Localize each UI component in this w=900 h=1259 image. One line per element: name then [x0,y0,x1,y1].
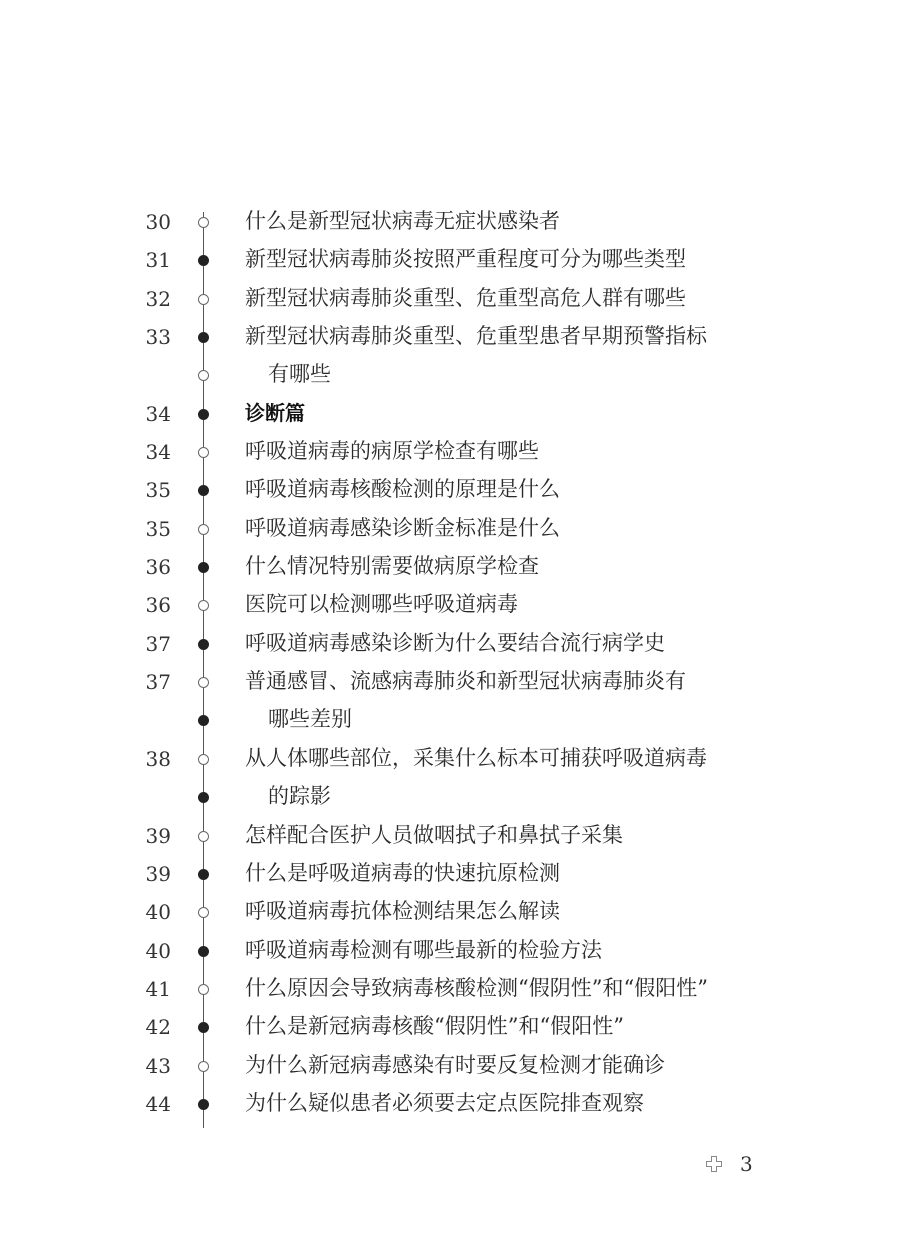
toc-entry-title: 新型冠状病毒肺炎重型、危重型患者早期预警指标 [245,324,707,349]
toc-entry-title: 普通感冒、流感病毒肺炎和新型冠状病毒肺炎有 [245,669,686,694]
toc-entry-title: 有哪些 [268,362,331,387]
toc-entry[interactable] [0,816,900,854]
toc-page-number: 38 [145,746,171,771]
toc-page-number: 36 [145,555,171,580]
toc-entry[interactable] [0,969,900,1007]
toc-page-number: 41 [145,976,171,1001]
filled-bullet-icon [198,409,209,420]
toc-page-number: 39 [145,861,171,886]
hollow-bullet-icon [198,1061,209,1072]
hollow-bullet-icon [198,677,209,688]
toc-entry[interactable] [0,931,900,969]
filled-bullet-icon [198,792,209,803]
toc-page-number: 42 [145,1015,171,1040]
filled-bullet-icon [198,1099,209,1110]
toc-entry-title: 呼吸道病毒核酸检测的原理是什么 [245,477,560,502]
hollow-bullet-icon [198,907,209,918]
toc-entry[interactable] [0,1084,900,1122]
toc-entry-title: 呼吸道病毒检测有哪些最新的检验方法 [245,937,602,962]
toc-entry[interactable] [0,854,900,892]
toc-page-number: 35 [145,478,171,503]
toc-section-heading[interactable] [0,394,900,432]
filled-bullet-icon [198,255,209,266]
toc-page-number: 37 [145,631,171,656]
toc-entry-title: 医院可以检测哪些呼吸道病毒 [245,592,518,617]
filled-bullet-icon [198,332,209,343]
cross-icon [706,1156,722,1172]
toc-entry[interactable] [0,892,900,930]
toc-entry[interactable] [0,509,900,547]
hollow-bullet-icon [198,831,209,842]
filled-bullet-icon [198,639,209,650]
toc-entry[interactable] [0,279,900,317]
filled-bullet-icon [198,869,209,880]
toc-entry[interactable] [0,624,900,662]
filled-bullet-icon [198,1022,209,1033]
toc-entry[interactable] [0,1007,900,1045]
toc-entry-title: 什么是新型冠状病毒无症状感染者 [245,209,560,233]
toc-entry-title: 新型冠状病毒肺炎按照严重程度可分为哪些类型 [245,247,686,272]
section-title: 诊断篇 [245,400,305,425]
toc-entry-title: 怎样配合医护人员做咽拭子和鼻拭子采集 [245,822,623,847]
hollow-bullet-icon [198,984,209,995]
toc-page-number: 40 [145,900,171,925]
toc-entry[interactable] [0,240,900,278]
toc-entry[interactable] [0,1046,900,1084]
filled-bullet-icon [198,946,209,957]
toc-entry[interactable] [0,662,900,700]
toc-entry[interactable] [0,739,900,777]
page-number: 3 [740,1152,753,1176]
toc-entry-title: 为什么新冠病毒感染有时要反复检测才能确诊 [245,1052,665,1077]
toc-entry[interactable] [0,547,900,585]
toc-page-number: 34 [145,440,171,465]
toc-entry[interactable] [0,317,900,355]
toc-page-number: 40 [145,938,171,963]
toc-entry-title: 呼吸道病毒抗体检测结果怎么解读 [245,899,560,924]
toc-page-number: 32 [145,286,171,311]
hollow-bullet-icon [198,294,209,305]
toc-page-number: 39 [145,823,171,848]
toc-page-number: 34 [145,401,171,426]
toc-entry-title: 哪些差别 [268,707,352,732]
toc-entry-title: 什么原因会导致病毒核酸检测“假阴性”和“假阳性” [245,975,708,1000]
toc-entry-continuation[interactable] [0,777,900,815]
toc-entry-title: 呼吸道病毒感染诊断金标准是什么 [245,515,560,540]
toc-page-number: 33 [145,325,171,350]
toc-entry-title: 呼吸道病毒感染诊断为什么要结合流行病学史 [245,630,665,655]
hollow-bullet-icon [198,524,209,535]
toc-page-number: 31 [145,248,171,273]
hollow-bullet-icon [198,447,209,458]
toc-page-number: 35 [145,516,171,541]
toc-entry[interactable] [0,432,900,470]
toc-entry-continuation[interactable] [0,700,900,738]
hollow-bullet-icon [198,754,209,765]
toc-page-number: 43 [145,1053,171,1078]
toc-entry-title: 什么是呼吸道病毒的快速抗原检测 [245,860,560,885]
toc-page-number: 44 [145,1091,171,1116]
filled-bullet-icon [198,562,209,573]
toc-page-number: 30 [145,210,171,234]
toc-entry-title: 什么情况特别需要做病原学检查 [245,554,539,579]
toc-entry-title: 的踪影 [268,784,331,809]
toc-page-number: 37 [145,670,171,695]
toc-page-number: 36 [145,593,171,618]
toc-entry[interactable] [0,470,900,508]
toc-entry-title: 新型冠状病毒肺炎重型、危重型高危人群有哪些 [245,285,686,310]
hollow-bullet-icon [198,600,209,611]
toc-entry[interactable] [0,585,900,623]
toc-entry-continuation[interactable] [0,355,900,393]
toc-entry-title: 为什么疑似患者必须要去定点医院排查观察 [245,1090,644,1115]
hollow-bullet-icon [198,370,209,381]
toc-entry-title: 什么是新冠病毒核酸“假阴性”和“假阳性” [245,1014,624,1039]
filled-bullet-icon [198,715,209,726]
page-footer [700,1150,780,1180]
table-of-contents [0,202,900,1122]
hollow-bullet-icon [198,217,209,228]
toc-entry-title: 从人体哪些部位，采集什么标本可捕获呼吸道病毒 [245,745,707,770]
filled-bullet-icon [198,485,209,496]
toc-entry[interactable] [0,202,900,240]
toc-entry-title: 呼吸道病毒的病原学检查有哪些 [245,439,539,464]
